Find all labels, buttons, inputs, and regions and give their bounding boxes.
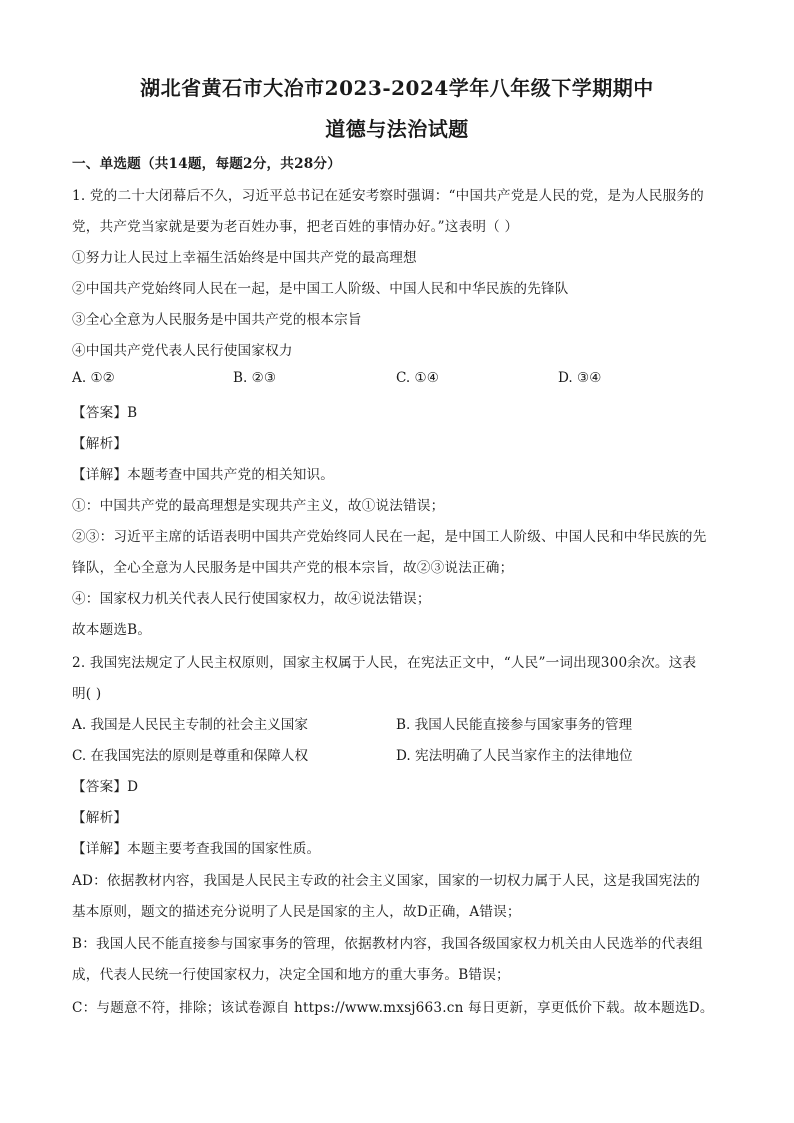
q2-detail-1: 【详解】本题主要考查我国的国家性质。 (72, 841, 321, 857)
q1-detail-1: 【详解】本题考查中国共产党的相关知识。 (72, 467, 335, 483)
q1-analysis-label: 【解析】 (72, 436, 128, 452)
q2-option-b: B. 我国人民能直接参与国家事务的管理 (396, 717, 633, 733)
q1-detail-2: ①：中国共产党的最高理想是实现共产主义，故①说法错误； (72, 498, 445, 514)
q2-detail-2: AD：依据教材内容，我国是人民民主专政的社会主义国家，国家的一切权力属于人民，这是我国宪法的 (72, 873, 701, 889)
q2-stem-line2: 明( ) (72, 686, 102, 702)
document-title: 湖北省黄石市大冶市2023-2024学年八年级下学期期中 (140, 76, 654, 100)
q1-detail-6: 故本题选B。 (72, 622, 152, 638)
q1-item-3: ③全心全意为人民服务是中国共产党的根本宗旨 (72, 312, 362, 328)
q2-detail-4: B：我国人民不能直接参与国家事务的管理，依据教材内容，我国各级国家权力机关由人民选举的代表组 (72, 936, 703, 952)
q2-analysis-label: 【解析】 (72, 810, 128, 826)
q1-item-2: ②中国共产党始终同人民在一起，是中国工人阶级、中国人民和中华民族的先锋队 (72, 281, 569, 297)
q1-detail-5: ④：国家权力机关代表人民行使国家权力，故④说法错误； (72, 591, 431, 607)
q1-option-b: B. ②③ (233, 370, 277, 386)
q2-detail-5: 成，代表人民统一行使国家权力，决定全国和地方的重大事务。B错误； (72, 967, 510, 983)
q2-option-c: C. 在我国宪法的原则是尊重和保障人权 (72, 748, 309, 764)
q2-detail-3: 基本原则，题文的描述充分说明了人民是国家的主人，故D正确，A错误； (72, 904, 521, 920)
q1-option-a: A. ①② (72, 370, 115, 386)
section-heading: 一、单选题（共14题，每题2分，共28分） (72, 156, 341, 172)
q2-answer: 【答案】D (72, 779, 139, 795)
q1-item-4: ④中国共产党代表人民行使国家权力 (72, 343, 293, 359)
q1-stem-line1: 1. 党的二十大闭幕后不久，习近平总书记在延安考察时强调：“中国共产党是人民的党，是为人民服务的 (72, 188, 704, 204)
q1-answer: 【答案】B (72, 405, 138, 421)
q2-stem-line1: 2. 我国宪法规定了人民主权原则，国家主权属于人民，在宪法正文中，“人民”一词出现300余次。这表 (72, 655, 697, 671)
q2-detail-6: C：与题意不符，排除；该试卷源自 https://www.mxsj663.cn 每日更新，享更低价下载。故本题选D。 (72, 1000, 714, 1016)
q1-detail-3: ②③：习近平主席的话语表明中国共产党始终同人民在一起，是中国工人阶级、中国人民和中华民族的先 (72, 529, 707, 545)
q2-option-a: A. 我国是人民民主专制的社会主义国家 (72, 717, 308, 733)
q1-stem-line2: 党，共产党当家就是要为老百姓办事，把老百姓的事情办好。”这表明（ ） (72, 219, 519, 235)
q2-option-d: D. 宪法明确了人民当家作主的法律地位 (396, 748, 633, 764)
q1-option-c: C. ①④ (396, 370, 439, 386)
q1-option-d: D. ③④ (558, 370, 602, 386)
q1-item-1: ①努力让人民过上幸福生活始终是中国共产党的最高理想 (72, 250, 417, 266)
q1-detail-4: 锋队，全心全意为人民服务是中国共产党的根本宗旨，故②③说法正确； (72, 560, 514, 576)
document-subtitle: 道德与法治试题 (325, 117, 469, 141)
